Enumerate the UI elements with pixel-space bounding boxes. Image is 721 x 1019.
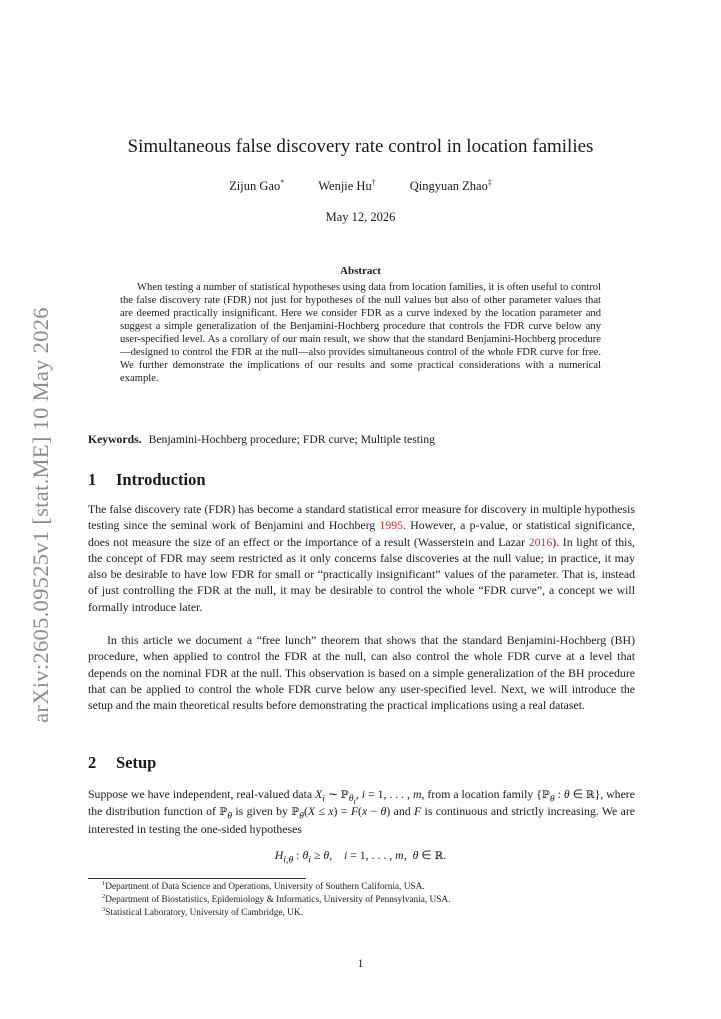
- footnote: $^1$Department of Data Science and Operations, University of Southern California, USA.: [102, 879, 425, 892]
- page-number: 1: [357, 958, 364, 970]
- keywords-label: Keywords.: [88, 433, 142, 446]
- footnotes: [88, 881, 528, 920]
- keywords: [88, 432, 635, 447]
- section-heading-setup: 2 Setup: [88, 753, 157, 772]
- footnote: $^3$Statistical Laboratory, University of Cambridge, UK.: [102, 905, 303, 918]
- author: Zijun Gao*: [229, 177, 285, 193]
- paper-date: May 12, 2026: [325, 210, 396, 224]
- author: Wenjie Hu†: [318, 177, 376, 193]
- paper-title: Simultaneous false discovery rate control in location families: [127, 136, 594, 157]
- author-list: [0, 178, 721, 194]
- footnote: $^2$Department of Biostatistics, Epidemiology & Informatics, University of Pennsylvania, USA.: [102, 892, 451, 905]
- hypothesis-equation: $H_{i,\theta}$ : $\theta_i \ge \theta$, i = 1, . . . , m, θ ∈ ℝ.: [274, 848, 447, 866]
- keywords-text: Benjamini-Hochberg procedure; FDR curve; Multiple testing: [148, 433, 435, 446]
- author: Qingyuan Zhao‡: [409, 177, 492, 193]
- section-heading-introduction: 1 Introduction: [88, 470, 206, 489]
- citation-link[interactable]: 1995: [379, 518, 404, 533]
- citation-link[interactable]: 2016: [528, 534, 553, 549]
- abstract-heading: Abstract: [340, 265, 381, 277]
- footnote-divider: [88, 878, 306, 879]
- arxiv-identifier-stamp: arXiv:2605.09525v1 [stat.ME] 10 May 2026: [28, 307, 53, 723]
- setup-paragraph: Suppose we have independent, real-valued data $X_i$ ∼ ℙ$_{\theta_i}$, i = 1, . . . , m, from a location family {ℙ$_\theta$ : θ ∈ ℝ}, where the distribution function of ℙ$_\theta$ is given by ℙ$_\theta$(X ≤ x) = F(x − θ) and F is continuous and strictly increasing. We are interested in testing the one-sided hypotheses: [88, 787, 636, 836]
- abstract-text: When testing a number of statistical hypotheses using data from location families, it is often useful to control the false discovery rate (FDR) not just for hypotheses of the null values but also of other parameter values that are deemed practically insignificant. Here we consider FDR as a curve indexed by the location parameter and suggest a simple generalization of the Benjamini-Hochberg procedure that controls the FDR curve below any user-specified level. As a corollary of our main result, we show that the standard Benjamini-Hochberg procedure—designed to control the FDR at the null—also provides simultaneous control of the whole FDR curve for free. We further demonstrate the implications of our results and some practical considerations with a numerical example.: [120, 282, 601, 384]
- introduction-paragraph: The false discovery rate (FDR) has become a standard statistical error measure for discovery in multiple hypothesis testing since the seminal work of Benjamini and Hochberg 1995. However, a p-value, or statistical significance, does not measure the size of an effect or the importance of a result (Wasserstein and Lazar 2016). In light of this, the concept of FDR may seem restricted as it only concerns false discoveries at the null value; in practice, it may also be desirable to have low FDR for small or “practically insignificant” values of the parameter. That is, instead of just controlling the FDR at the null, it may be desirable to control the whole “FDR curve”, a concept we will formally introduce later.: [88, 502, 636, 614]
- introduction-paragraph: In this article we document a “free lunch” theorem that shows that the standard Benjamini-Hochberg (BH) procedure, when applied to control the FDR at the null, can also control the whole FDR curve at a level that depends on the nominal FDR at the null. This observation is based on a simple generalization of the BH procedure that can be applied to control the whole FDR curve below any user-specified level. Next, we will introduce the setup and the main theoretical results before demonstrating the practical implications using a real dataset.: [88, 633, 635, 712]
